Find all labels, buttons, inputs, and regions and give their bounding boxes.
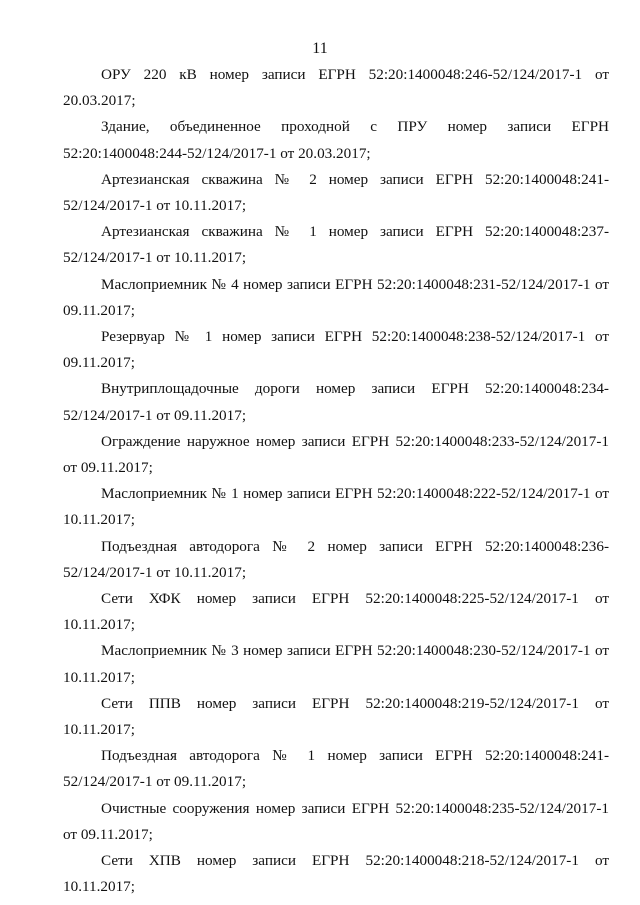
registry-entry: Артезианская скважина № 2 номер записи ЕГРН 52:20:1400048:241-52/124/2017-1 от 10.11.2017;: [63, 170, 609, 215]
page-number: 11: [312, 40, 328, 57]
registry-entry: Маслоприемник № 3 номер записи ЕГРН 52:20:1400048:230-52/124/2017-1 от 10.11.2017;: [63, 642, 609, 686]
registry-entry: Внутриплощадочные дороги номер записи ЕГРН 52:20:1400048:234-52/124/2017-1 от 09.11.2017;: [63, 380, 609, 424]
registry-entry: Сети ХФК номер записи ЕГРН 52:20:1400048:225-52/124/2017-1 от 10.11.2017;: [63, 590, 609, 634]
registry-entry: Ограждение наружное номер записи ЕГРН 52:20:1400048:233-52/124/2017-1 от 09.11.2017;: [63, 432, 609, 477]
registry-entry: Здание, объединенное проходной с ПРУ номер записи ЕГРН 52:20:1400048:244-52/124/2017-1 от 20.03.2017;: [63, 118, 609, 162]
registry-entry: Резервуар № 1 номер записи ЕГРН 52:20:1400048:238-52/124/2017-1 от 09.11.2017;: [63, 328, 609, 372]
registry-entry: Сети ХПВ номер записи ЕГРН 52:20:1400048:218-52/124/2017-1 от 10.11.2017;: [63, 852, 609, 896]
registry-entry: Подъездная автодорога № 1 номер записи ЕГРН 52:20:1400048:241-52/124/2017-1 от 09.11.2017;: [63, 747, 609, 791]
registry-entry: Подъездная автодорога № 2 номер записи ЕГРН 52:20:1400048:236-52/124/2017-1 от 10.11.2017;: [63, 537, 609, 581]
registry-entry: Маслоприемник № 1 номер записи ЕГРН 52:20:1400048:222-52/124/2017-1 от 10.11.2017;: [63, 485, 609, 529]
registry-entry: Очистные сооружения номер записи ЕГРН 52:20:1400048:235-52/124/2017-1 от 09.11.2017;: [63, 799, 609, 843]
document-body: [63, 62, 609, 901]
registry-entry: Маслоприемник № 4 номер записи ЕГРН 52:20:1400048:231-52/124/2017-1 от 09.11.2017;: [63, 275, 609, 319]
registry-entry: Сети ППВ номер записи ЕГРН 52:20:1400048:219-52/124/2017-1 от 10.11.2017;: [63, 694, 609, 739]
registry-entry: ОРУ 220 кВ номер записи ЕГРН 52:20:1400048:246-52/124/2017-1 от 20.03.2017;: [63, 66, 609, 110]
registry-entry: Артезианская скважина № 1 номер записи ЕГРН 52:20:1400048:237-52/124/2017-1 от 10.11.2017;: [63, 223, 609, 267]
